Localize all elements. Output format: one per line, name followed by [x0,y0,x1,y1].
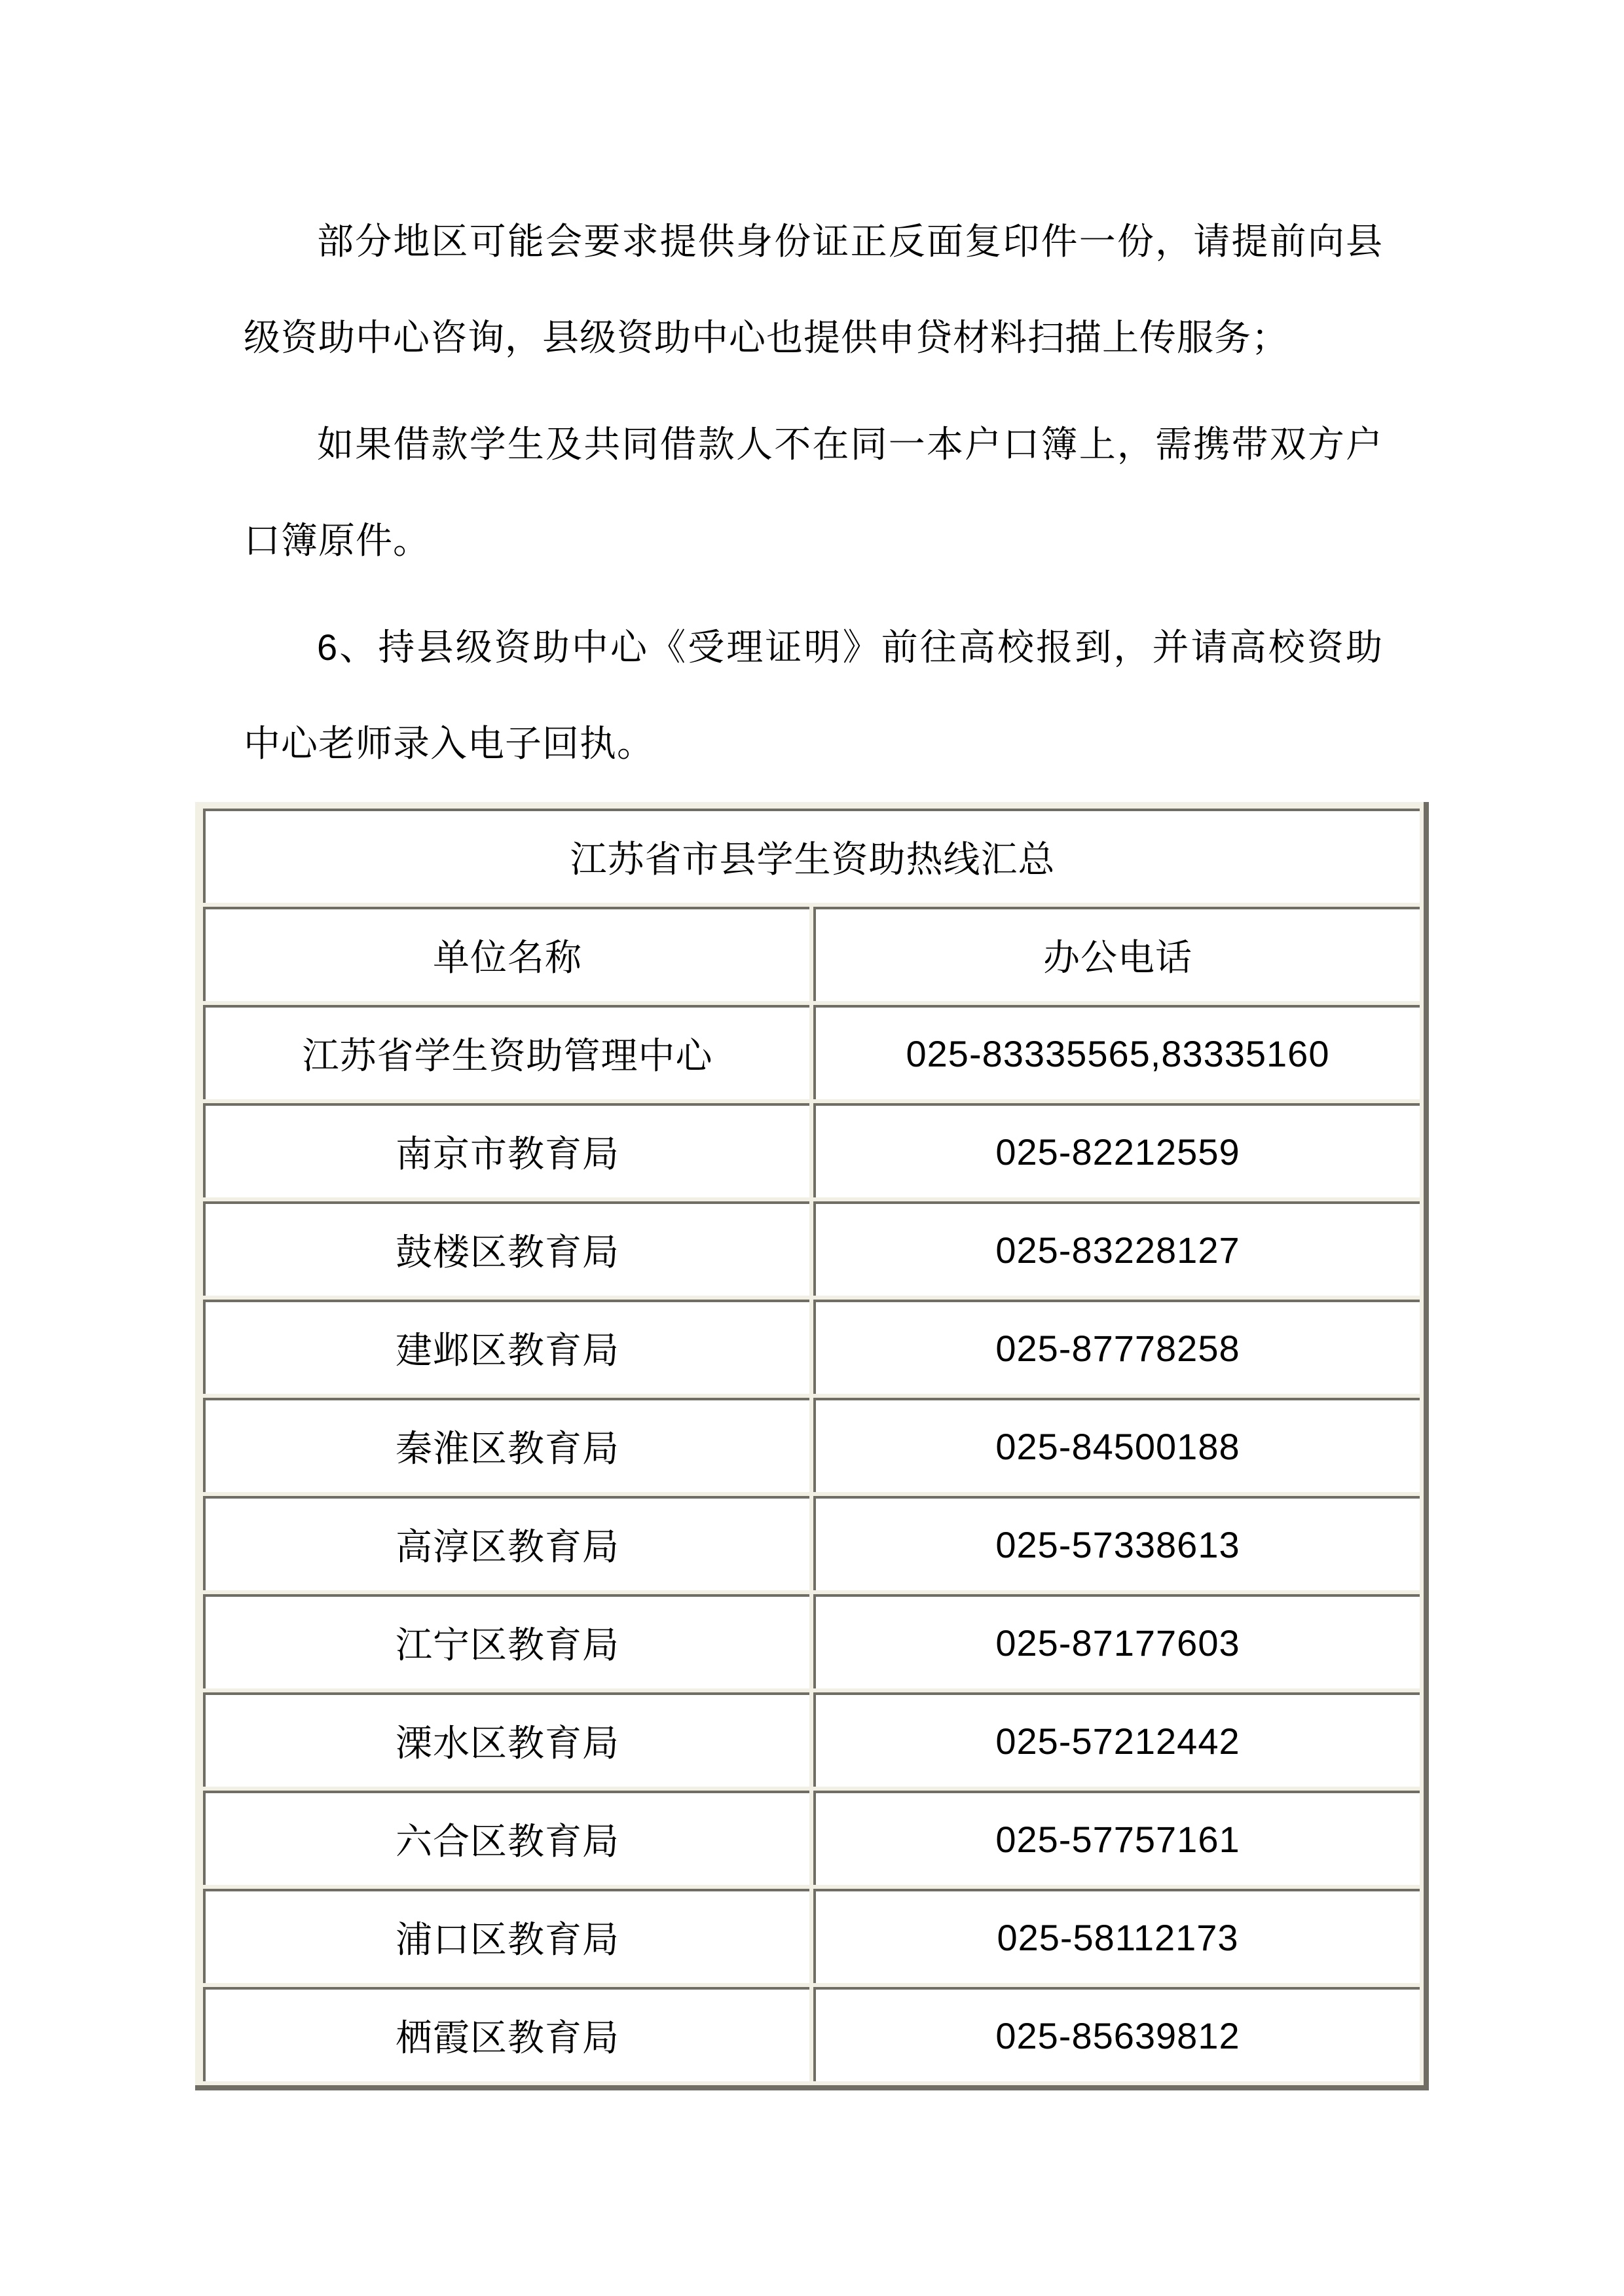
unit-cell: 栖霞区教育局 [203,1987,809,2081]
table-title: 江苏省市县学生资助热线汇总 [203,809,1420,903]
table-row [203,1889,1420,1983]
table-row [203,1496,1420,1590]
unit-cell: 建邺区教育局 [203,1300,809,1394]
phone-cell: 025-85639812 [813,1987,1420,2081]
phone-cell: 025-87177603 [813,1594,1420,1688]
hotline-table-grid [199,805,1424,2085]
unit-cell: 浦口区教育局 [203,1889,809,1983]
column-header-phone: 办公电话 [813,907,1420,1001]
unit-cell: 溧水区教育局 [203,1692,809,1787]
phone-cell: 025-57212442 [813,1692,1420,1787]
table-row [203,1300,1420,1394]
unit-cell: 六合区教育局 [203,1791,809,1885]
paragraph-step-6: 6、持县级资助中心《受理证明》前往高校报到，并请高校资助中心老师录入电子回执。 [244,627,1383,764]
table-row [203,1201,1420,1296]
table-header-row [203,907,1420,1001]
phone-cell: 025-87778258 [813,1300,1420,1394]
unit-cell: 高淳区教育局 [203,1496,809,1590]
column-header-unit: 单位名称 [203,907,809,1001]
table-row [203,1005,1420,1099]
paragraph-household-register: 如果借款学生及共同借款人不在同一本户口簿上，需携带双方户口簿原件。 [244,424,1383,561]
hotline-table [195,802,1429,2090]
phone-cell: 025-57757161 [813,1791,1420,1885]
phone-cell: 025-83335565,83335160 [813,1005,1420,1099]
phone-cell: 025-83228127 [813,1201,1420,1296]
table-row [203,1398,1420,1492]
unit-cell: 江宁区教育局 [203,1594,809,1688]
table-row [203,1791,1420,1885]
table-row [203,1594,1420,1688]
unit-cell: 江苏省学生资助管理中心 [203,1005,809,1099]
unit-cell: 南京市教育局 [203,1103,809,1197]
unit-cell: 鼓楼区教育局 [203,1201,809,1296]
phone-cell: 025-57338613 [813,1496,1420,1590]
table-row [203,1987,1420,2081]
paragraph-id-copy-notice: 部分地区可能会要求提供身份证正反面复印件一份，请提前向县级资助中心咨询，县级资助中心也提供申贷材料扫描上传服务； [244,221,1383,358]
phone-cell: 025-58112173 [813,1889,1420,1983]
table-row [203,1692,1420,1787]
unit-cell: 秦淮区教育局 [203,1398,809,1492]
phone-cell: 025-84500188 [813,1398,1420,1492]
phone-cell: 025-82212559 [813,1103,1420,1197]
table-row [203,1103,1420,1197]
table-title-row [203,809,1420,903]
